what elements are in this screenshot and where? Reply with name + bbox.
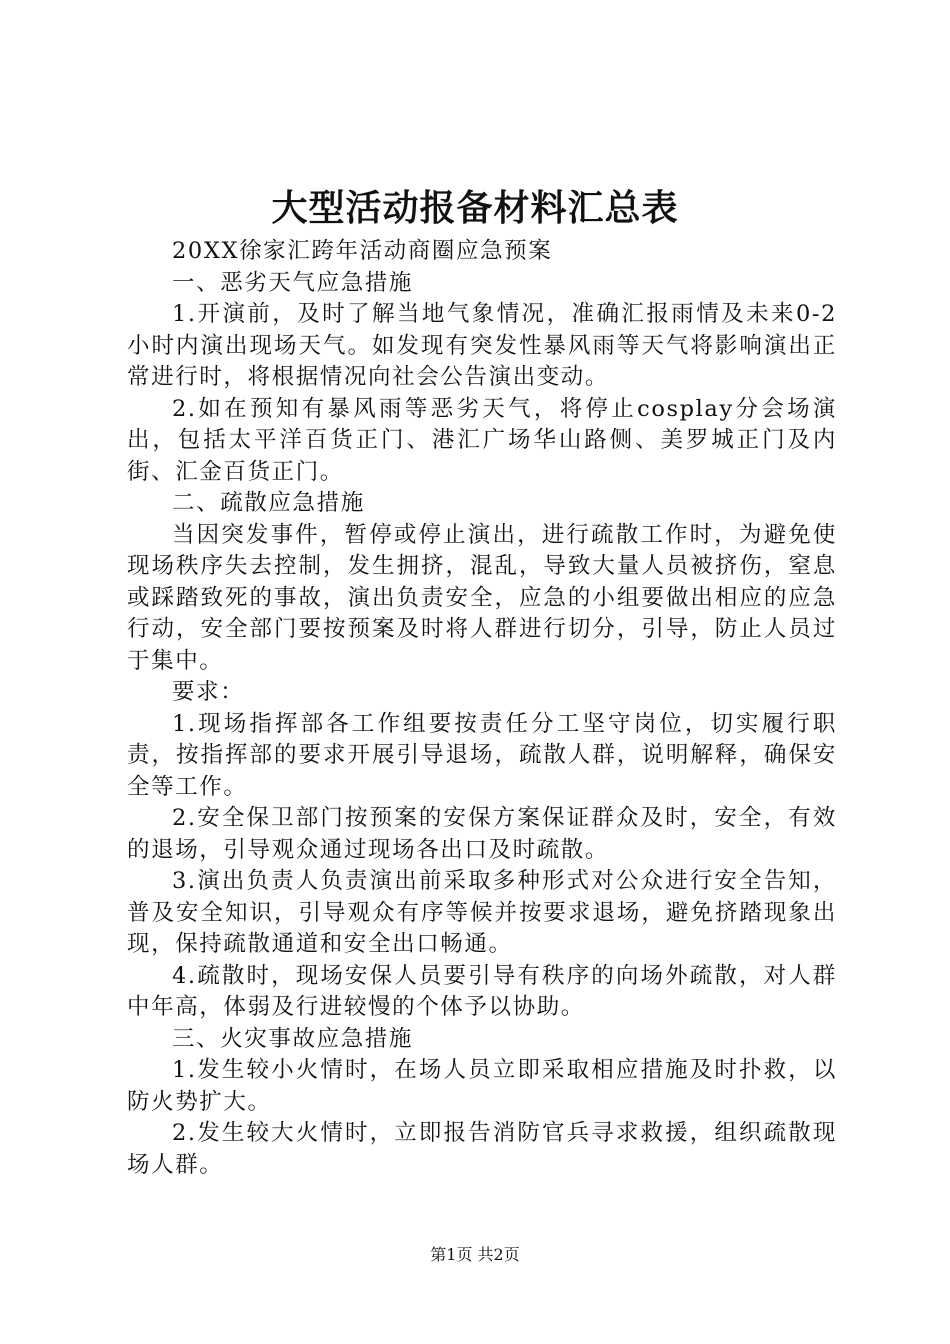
section-heading-fire: 三、火灾事故应急措施 <box>172 1025 414 1052</box>
page-number-footer: 第1页 共2页 <box>430 1245 520 1264</box>
requirement-item-1: 1.现场指挥部各工作组要按责任分工坚守岗位，切实履行职责，按指挥部的要求开展引导退场，疏散人群，说明解释，确保安全等工作。 <box>127 710 837 800</box>
requirement-item-2: 2.安全保卫部门按预案的安保方案保证群众及时，安全，有效的退场，引导观众通过现场各出口及时疏散。 <box>127 805 837 863</box>
requirements-label: 要求： <box>172 679 245 705</box>
requirement-item-4: 4.疏散时，现场安保人员要引导有秩序的向场外疏散，对人群中年高，体弱及行进较慢的个体予以协助。 <box>127 962 837 1020</box>
weather-item-1: 1.开演前，及时了解当地气象情况，准确汇报雨情及未来0-2小时内演出现场天气。如发现有突发性暴风雨等天气将影响演出正常进行时，将根据情况向社会公告演出变动。 <box>127 301 837 390</box>
plan-heading: 20XX徐家汇跨年活动商圈应急预案 <box>172 238 553 264</box>
weather-item-2: 2.如在预知有暴风雨等恶劣天气，将停止cosplay分会场演出，包括太平洋百货正门、港汇广场华山路侧、美罗城正门及内街、汇金百货正门。 <box>127 395 837 485</box>
document-title: 大型活动报备材料汇总表 <box>271 187 679 229</box>
fire-item-1: 1.发生较小火情时，在场人员立即采取相应措施及时扑救，以防火势扩大。 <box>127 1057 837 1115</box>
section-heading-weather: 一、恶劣天气应急措施 <box>172 269 414 296</box>
requirement-item-3: 3.演出负责人负责演出前采取多种形式对公众进行安全告知，普及安全知识，引导观众有序等候并按要求退场，避免挤踏现象出现，保持疏散通道和安全出口畅通。 <box>127 868 837 957</box>
fire-item-2: 2.发生较大火情时，立即报告消防官兵寻求救援，组织疏散现场人群。 <box>127 1120 837 1178</box>
document-body <box>127 236 837 1181</box>
evacuation-intro: 当因突发事件，暂停或停止演出，进行疏散工作时，为避免使现场秩序失去控制，发生拥挤，混乱，导致大量人员被挤伤，窒息或踩踏致死的事故，演出负责安全，应急的小组要做出相应的应急行动，安全部门要按预案及时将人群进行切分，引导，防止人员过于集中。 <box>127 521 837 674</box>
section-heading-evacuation: 二、疏散应急措施 <box>172 490 365 516</box>
